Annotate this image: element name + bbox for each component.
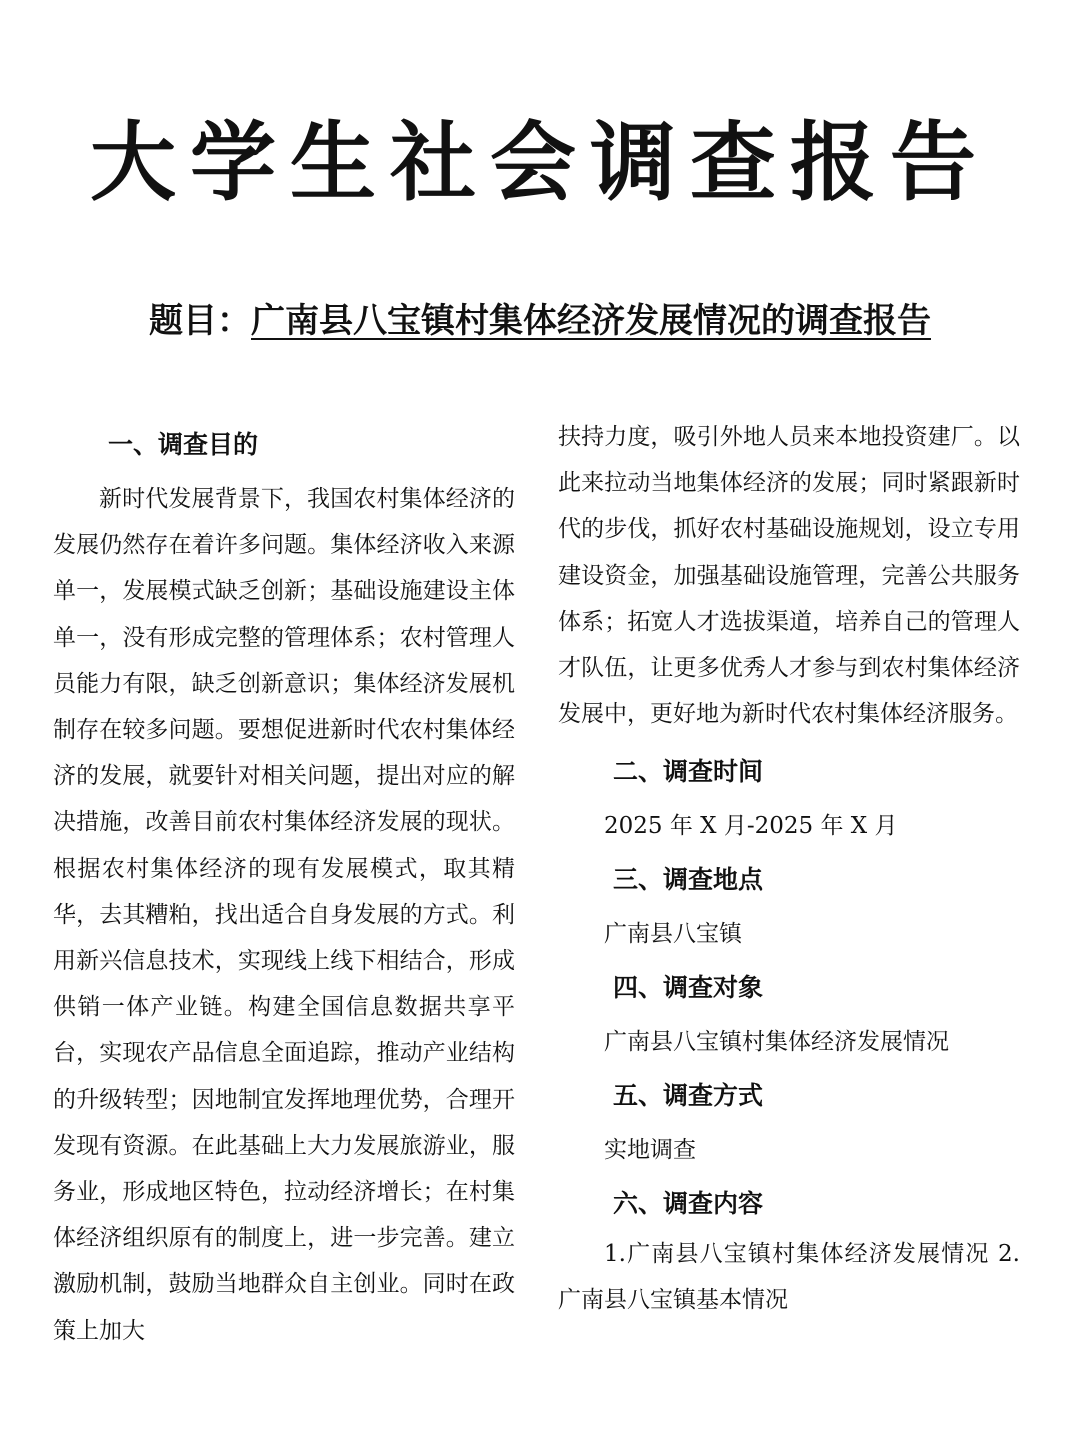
section-heading-time: 二、调查时间 (613, 757, 764, 787)
section-heading-purpose: 一、调查目的 (108, 430, 259, 459)
left-column (53, 418, 515, 1354)
subject-prefix: 题目： (149, 301, 251, 341)
section-heading-subject: 四、调查对象 (613, 973, 764, 1003)
survey-location: 广南县八宝镇 (604, 921, 742, 948)
survey-content: 1.广南县八宝镇村集体经济发展情况 2.广南县八宝镇基本情况 (558, 1241, 1020, 1314)
survey-time: 2025 年 X 月-2025 年 X 月 (604, 813, 898, 840)
section-heading-location: 三、调查地点 (613, 865, 764, 895)
survey-details (558, 745, 1020, 1323)
purpose-paragraph-continued: 扶持力度，吸引外地人员来本地投资建厂。以此来拉动当地集体经济的发展；同时紧跟新时代的步伐，抓好农村基础设施规划，设立专用建设资金，加强基础设施管理，完善公共服务体系；拓宽人才选拔渠道，培养自己的管理人才队伍，让更多优秀人才参与到农村集体经济发展中，更好地为新时代农村集体经济服务。 (558, 424, 1020, 728)
survey-subject: 广南县八宝镇村集体经济发展情况 (604, 1029, 949, 1056)
report-subject (0, 296, 1080, 346)
survey-method: 实地调查 (604, 1137, 696, 1164)
subject-text: 广南县八宝镇村集体经济发展情况的调查报告 (251, 301, 931, 341)
report-title: 大学生社会调查报告 (90, 113, 990, 213)
right-column (558, 414, 1020, 1323)
section-heading-content: 六、调查内容 (613, 1189, 764, 1219)
purpose-paragraph: 新时代发展背景下，我国农村集体经济的发展仍然存在着许多问题。集体经济收入来源单一，发展模式缺乏创新；基础设施建设主体单一，没有形成完整的管理体系；农村管理人员能力有限，缺乏创新意识；集体经济发展机制存在较多问题。要想促进新时代农村集体经济的发展，就要针对相关问题，提出对应的解决措施，改善目前农村集体经济发展的现状。根据农村集体经济的现有发展模式，取其精华，去其糟粕，找出适合自身发展的方式。利用新兴信息技术，实现线上线下相结合，形成供销一体产业链。构建全国信息数据共享平台，实现农产品信息全面追踪，推动产业结构的升级转型；因地制宜发挥地理优势，合理开发现有资源。在此基础上大力发展旅游业，服务业，形成地区特色，拉动经济增长；在村集体经济组织原有的制度上，进一步完善。建立激励机制，鼓励当地群众自主创业。同时在政策上加大 (53, 486, 515, 1344)
section-heading-method: 五、调查方式 (613, 1081, 764, 1111)
